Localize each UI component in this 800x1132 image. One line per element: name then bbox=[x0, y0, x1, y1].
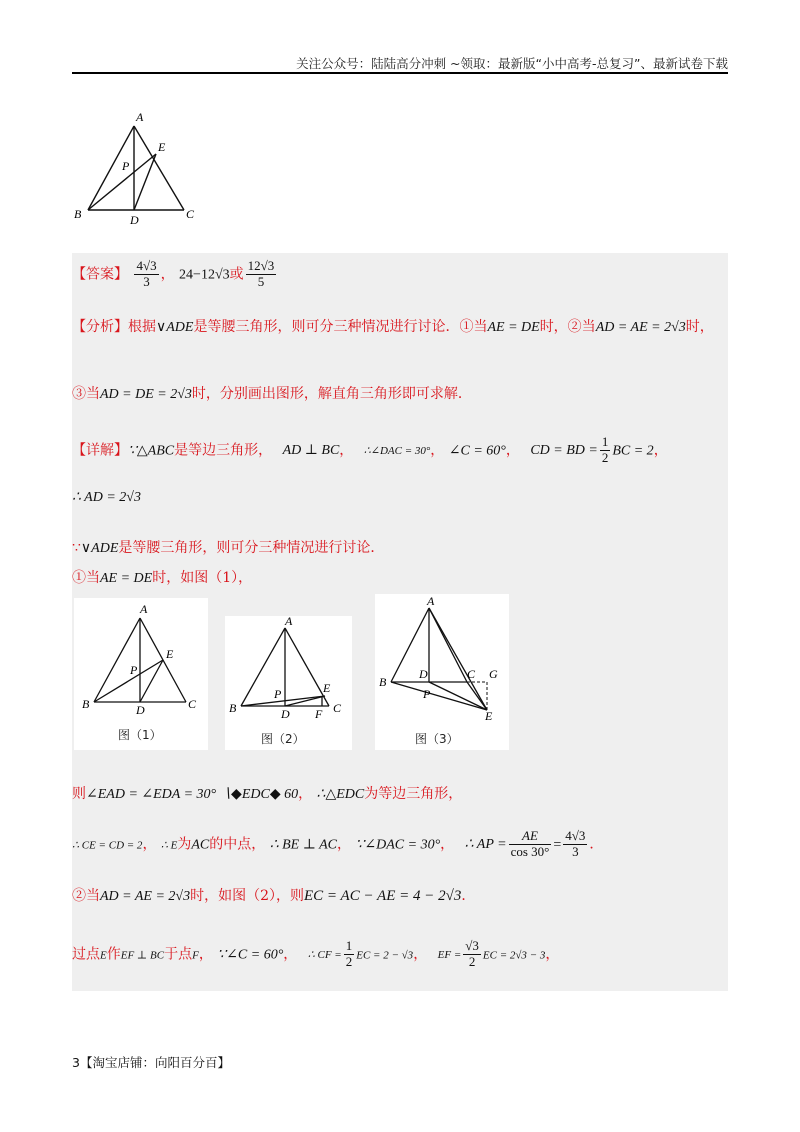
svg-text:B: B bbox=[379, 675, 387, 689]
svg-text:G: G bbox=[489, 667, 498, 681]
svg-text:D: D bbox=[281, 707, 290, 721]
after-line-1: 则∠EAD = ∠EDA = 30° ∖◆EDC◆ 60， ∴△EDC为等边三角形， bbox=[72, 786, 463, 802]
svg-text:P: P bbox=[274, 687, 282, 701]
caption-fig3: 图（3） bbox=[415, 732, 459, 746]
svg-text:P: P bbox=[130, 663, 138, 677]
answer-tag: 【答案】 bbox=[72, 266, 128, 283]
answer-line: 【答案】 $\frac{4√3}{3}$ ， 24−12√3或 $\frac{12√3}{5}$ bbox=[72, 258, 275, 289]
svg-text:A: A bbox=[285, 616, 293, 628]
caption-fig1: 图（1） bbox=[118, 728, 162, 742]
label-A: A bbox=[136, 110, 144, 124]
answer-fraction-3: $\frac{12√3}{5}$ bbox=[247, 258, 275, 289]
detail-line-2: ∴ AD = 2√3 bbox=[72, 490, 141, 505]
svg-text:E: E bbox=[323, 681, 331, 695]
svg-text:E: E bbox=[166, 647, 174, 661]
page-header: 关注公众号：陆陆高分冲刺 ~领取：最新版“小中高考-总复习”、最新试卷下载 bbox=[296, 56, 728, 71]
after-line-3: ②当AD = AE = 2√3时，如图（2），则EC = AC − AE = 4 − 2√3． bbox=[72, 888, 476, 904]
label-D: D bbox=[130, 213, 139, 227]
caption-fig2: 图（2） bbox=[261, 732, 305, 746]
svg-text:D: D bbox=[136, 703, 145, 717]
detail-line-1: 【详解】∵△ABC是等边三角形， AD ⊥ BC， ∴∠DAC = 30°， ∠C = 60°， CD = BD = $\frac{1}{2}$ BC = 2， bbox=[72, 434, 668, 465]
detail-line-4: ①当AE = DE时，如图（1）， bbox=[72, 570, 253, 586]
analysis-line-1: 【分析】根据∨ADE是等腰三角形，则可分三种情况进行讨论．①当AE = DE时，②当AD = AE = 2√3时， bbox=[72, 319, 714, 335]
label-E: E bbox=[158, 140, 166, 154]
after-line-2: ∴ CE = CD = 2， ∴ E为AC的中点， ∴ BE ⊥ AC， ∵∠DAC = 30°， ∴ AP = $\frac{AE}{\cos 30^\circ}$ = $\frac{4√3}{3}$ ． bbox=[72, 828, 604, 859]
svg-text:C: C bbox=[333, 701, 342, 715]
svg-text:P: P bbox=[423, 687, 431, 701]
label-C: C bbox=[186, 207, 195, 221]
answer-value-2: 24−12√3 bbox=[179, 267, 230, 283]
svg-text:F: F bbox=[315, 707, 323, 721]
solution-panel bbox=[72, 253, 728, 991]
svg-text:B: B bbox=[229, 701, 237, 715]
detail-line-3: ∵∨ADE是等腰三角形，则可分三种情况进行讨论． bbox=[72, 540, 385, 556]
svg-text:E: E bbox=[485, 709, 493, 723]
svg-text:C: C bbox=[467, 667, 476, 681]
page-footer: 3【淘宝店铺：向阳百分百】 bbox=[72, 1055, 230, 1070]
figure-2 bbox=[225, 616, 352, 750]
figure-top-triangle bbox=[72, 108, 202, 228]
figure-1 bbox=[74, 598, 208, 750]
svg-text:A: A bbox=[427, 594, 435, 608]
answer-fraction-1: $\frac{4√3}{3}$ bbox=[136, 258, 157, 289]
label-B: B bbox=[74, 207, 82, 221]
analysis-line-2: ③当AD = DE = 2√3时，分别画出图形，解直角三角形即可求解． bbox=[72, 386, 472, 402]
analysis-tag: 【分析】 bbox=[72, 319, 128, 335]
label-P: P bbox=[122, 159, 130, 173]
svg-text:A: A bbox=[140, 602, 148, 616]
svg-text:D: D bbox=[419, 667, 428, 681]
detail-tag: 【详解】 bbox=[72, 442, 128, 459]
header-rule bbox=[72, 72, 728, 74]
figure-3 bbox=[375, 594, 509, 750]
after-line-4: 过点E作EF ⊥ BC于点F， ∵∠C = 60°， ∴ CF = $\frac{1}{2}$ EC = 2 − √3， EF = $\frac{√3}{2}$ EC = 2√3 − 3， bbox=[72, 938, 560, 969]
svg-text:C: C bbox=[188, 697, 197, 711]
svg-text:B: B bbox=[82, 697, 90, 711]
